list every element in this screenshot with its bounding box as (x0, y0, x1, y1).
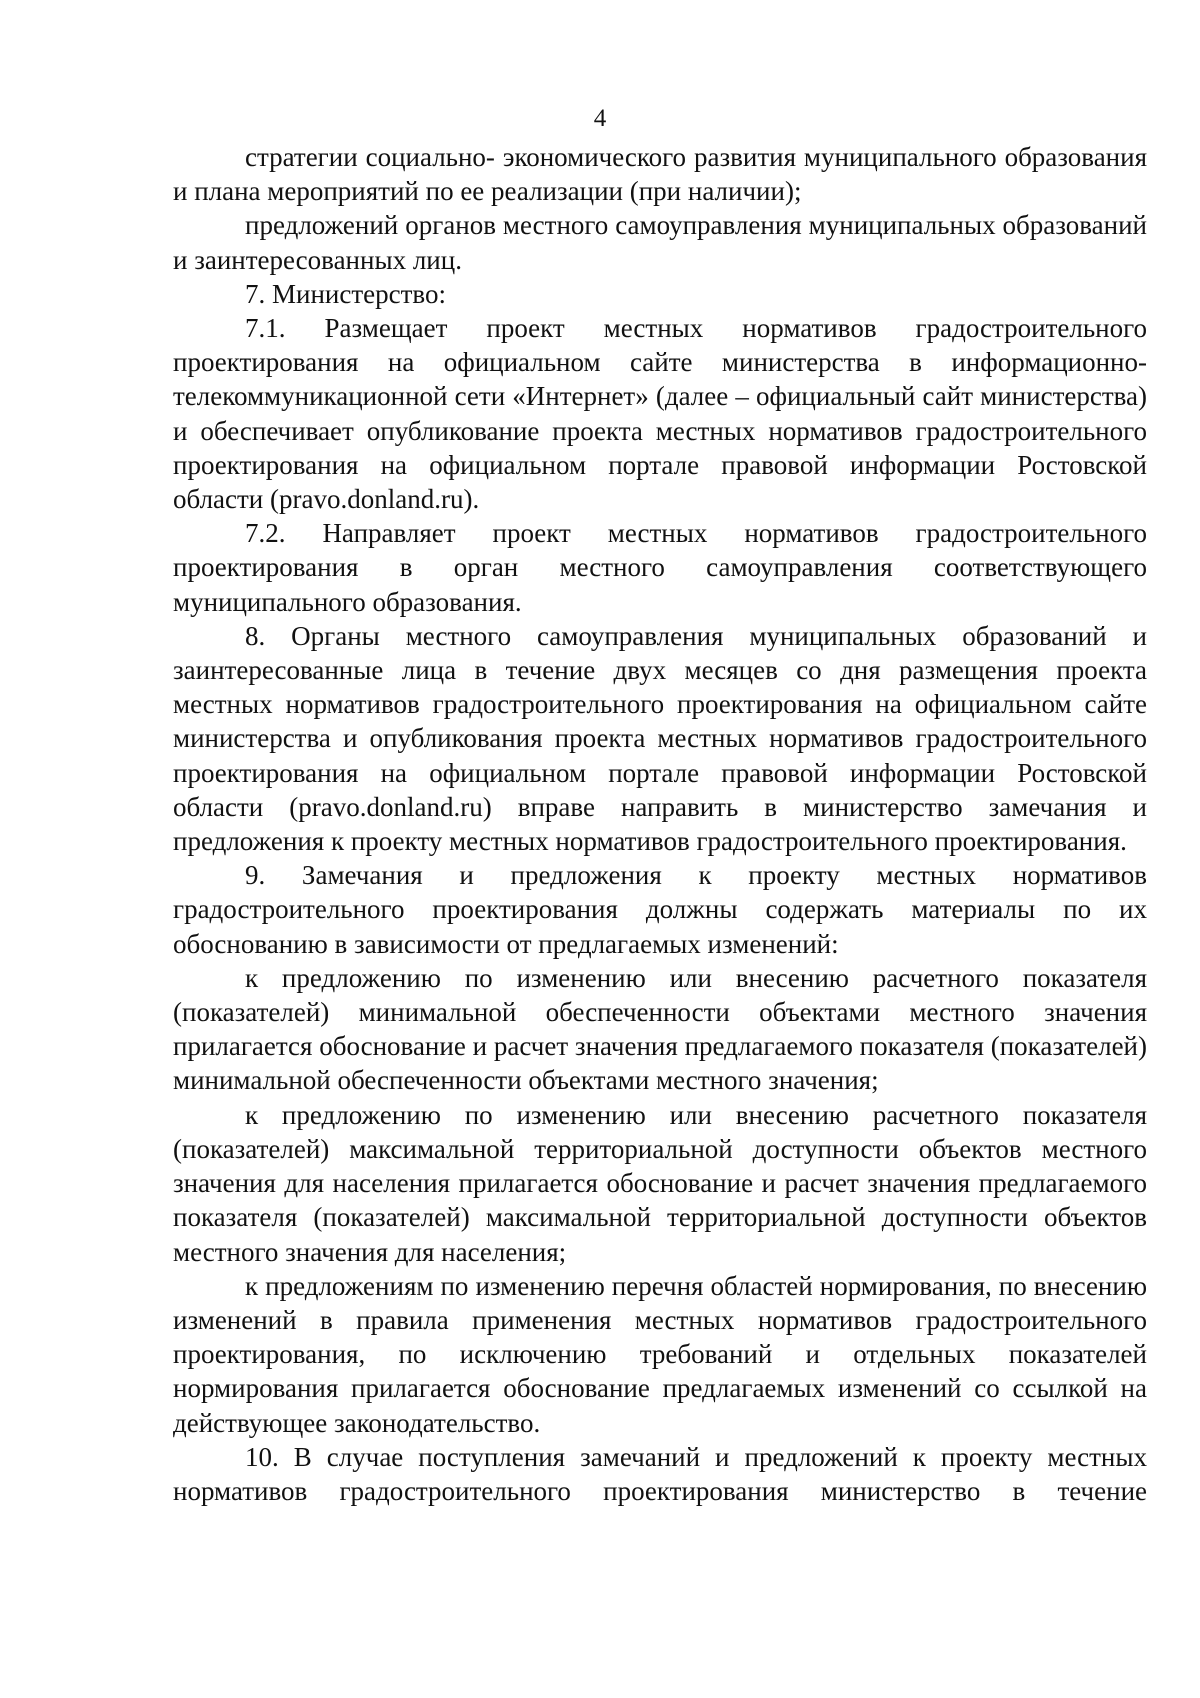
paragraph-7-1: 7.1. Размещает проект местных нормативов градостроительного проектирования на официальном сайте министерства в информационно-телекоммуникационной сети «Интернет» (далее – официальный сайт министерства) и обеспечивает опубликование проекта местных нормативов градостроительного проектирования на официальном портале правовой информации Ростовской области (pravo.donland.ru). (173, 313, 1147, 515)
paragraph-strategy: стратегии социально- экономического развития муниципального образования и плана мероприятий по ее реализации (при наличии); (173, 142, 1147, 207)
paragraph-proposals: предложений органов местного самоуправления муниципальных образований и заинтересованных лиц. (173, 210, 1147, 275)
paragraph-9-normalization-areas: к предложениям по изменению перечня областей нормирования, по внесению изменений в правила применения местных нормативов градостроительного проектирования, по исключению требований и отдельных показателей нормирования прилагается обоснование предлагаемых изменений со ссылкой на действующее законодательство. (173, 1270, 1147, 1438)
paragraph-7-2: 7.2. Направляет проект местных нормативов градостроительного проектирования в орган местного самоуправления соответствующего муниципального образования. (173, 518, 1147, 617)
paragraph-7: 7. Министерство: (245, 278, 446, 309)
page-number: 4 (593, 105, 607, 132)
paragraph-8: 8. Органы местного самоуправления муниципальных образований и заинтересованные лица в течение двух месяцев со дня размещения проекта местных нормативов градостроительного проектирования на официальном сайте министерства и опубликования проекта местных нормативов градостроительного проектирования на официальном портале правовой информации Ростовской области (pravo.donland.ru) вправе направить в министерство замечания и предложения к проекту местных нормативов градостроительного проектирования. (173, 620, 1147, 857)
paragraph-10: 10. В случае поступления замечаний и предложений к проекту местных нормативов градостроительного проектирования министерство в течение (173, 1441, 1147, 1506)
paragraph-9: 9. Замечания и предложения к проекту местных нормативов градостроительного проектирования должны содержать материалы по их обоснованию в зависимости от предлагаемых изменений: (173, 860, 1147, 959)
paragraph-9-territorial-access: к предложению по изменению или внесению расчетного показателя (показателей) максимальной территориальной доступности объектов местного значения для населения прилагается обоснование и расчет значения предлагаемого показателя (показателей) максимальной территориальной доступности объектов местного значения для населения; (173, 1099, 1147, 1267)
document-body (173, 140, 1147, 1508)
paragraph-9-provision-coverage: к предложению по изменению или внесению расчетного показателя (показателей) минимальной обеспеченности объектами местного значения прилагается обоснование и расчет значения предлагаемого показателя (показателей) минимальной обеспеченности объектами местного значения; (173, 962, 1147, 1096)
